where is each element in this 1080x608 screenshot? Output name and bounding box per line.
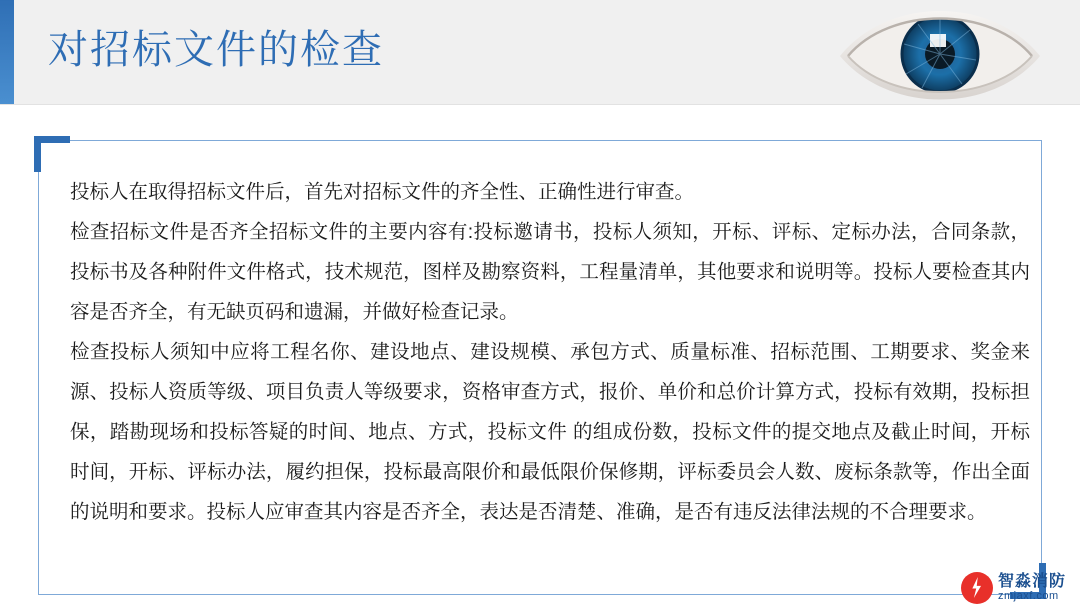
corner-bracket-top-left — [34, 136, 70, 172]
page-title: 对招标文件的检查 — [48, 28, 384, 72]
watermark — [961, 572, 1066, 604]
body-text — [70, 172, 1030, 532]
paragraph-3: 检查投标人须知中应将工程名你、建设地点、建设规模、承包方式、质量标准、招标范围、工期要求、奖金来源、投标人资质等级、项目负责人等级要求，资格审查方式，报价、单价和总价计算方式，投标有效期，投标担保，踏勘现场和投标答疑的时间、地点、方式，投标文件 的组成份数，投标文件的提交地点及截止时间，开标时间，开标、评标办法，履约担保，投标最高限价和最低限价保修期，评标委员会人数、废标条款等，作出全面的说明和要求。投标人应审查其内容是否齐全，表达是否清楚、准确，是否有违反法律法规的不合理要求。 — [70, 341, 1030, 523]
watermark-url: zmjaxf.com — [997, 589, 1059, 602]
eye-icon — [830, 0, 1050, 104]
watermark-name: 智淼消防 — [997, 572, 1066, 590]
paragraph-1: 投标人在取得招标文件后，首先对招标文件的齐全性、正确性进行审查。 — [70, 181, 695, 203]
slide-header — [0, 0, 1080, 105]
watermark-text — [998, 574, 1066, 602]
paragraph-2: 检查招标文件是否齐全招标文件的主要内容有:投标邀请书，投标人须知，开标、评标、定标办法，合同条款，投标书及各种附件文件格式，技术规范，图样及勘察资料，工程量清单，其他要求和说明等。投标人要检查其内容是否齐全，有无缺页码和遗漏，并做好检查记录。 — [70, 221, 1030, 323]
flame-logo-icon — [961, 572, 993, 604]
header-accent-bar — [0, 0, 14, 104]
